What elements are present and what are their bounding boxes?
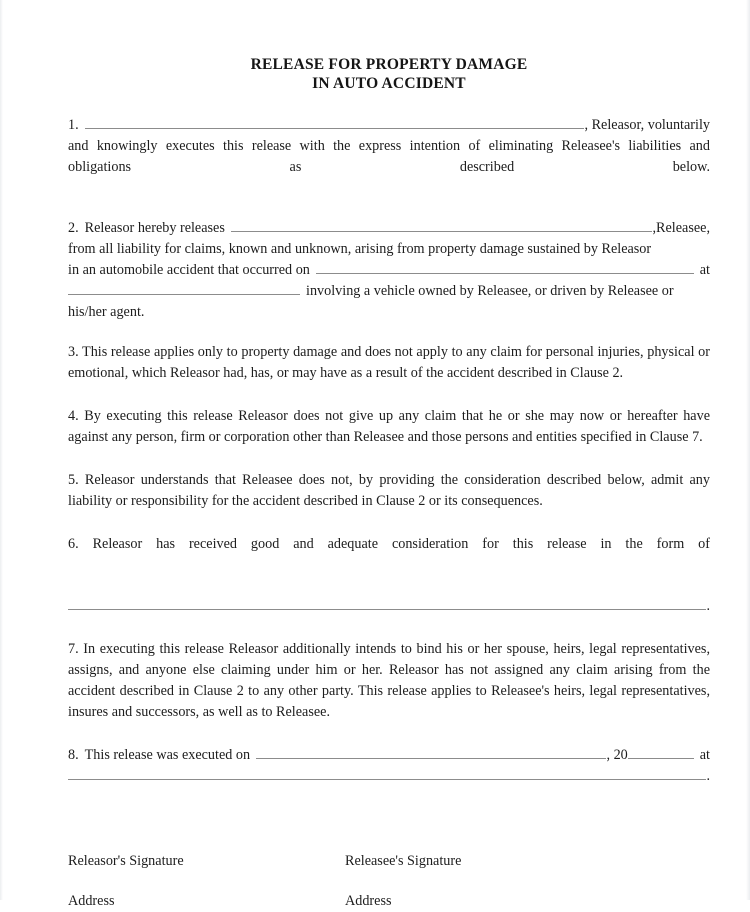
clause-2-line-3 [68, 260, 710, 281]
clause-7-number: 7. [68, 641, 79, 657]
clause-2-line-3-lead: in an automobile accident that occurred on [68, 262, 310, 278]
clause-6-number: 6. [68, 536, 79, 552]
clause-6 [68, 534, 710, 617]
clause-5 [68, 470, 710, 512]
clause-5-number: 5. [68, 472, 79, 488]
clause-2-lead: Releasor hereby releases [84, 220, 225, 236]
clause-2-line-5: his/her agent. [68, 304, 145, 320]
clause-4 [68, 406, 710, 448]
clause-7-text: In executing this release Releasor additionally intends to bind his or her spouse, heirs, legal representatives, assigns, and anyone else claiming under him or her. Releasor has not assigned any claim arising from the accident described in Clause 2 to any other party. This release applies to Releasee's heirs, legal representatives, insures and successors, as well as to Releasee. [68, 641, 710, 720]
clause-6-text: Releasor has received good and adequate consideration for this release in the form of [92, 536, 710, 552]
clause-6-period: . [706, 598, 710, 614]
page-title [68, 0, 710, 93]
clause-2-releasee-blank[interactable] [231, 218, 653, 232]
releasor-address-label: Address [68, 893, 115, 909]
clause-2-line-2: from all liability for claims, known and unknown, arising from property damage sustained by Releasor [68, 241, 652, 257]
clause-8 [68, 745, 710, 787]
clause-7 [68, 639, 710, 723]
clause-1-line-1 [68, 115, 710, 136]
clause-8-year-blank[interactable] [628, 745, 694, 759]
clause-3 [68, 342, 710, 384]
releasee-signature-label: Releasee's Signature [345, 853, 462, 869]
releasor-signature-label: Releasor's Signature [68, 853, 184, 869]
clause-3-text: This release applies only to property damage and does not apply to any claim for personal injuries, physical or emotional, which Releasor had, has, or may have as a result of the accident described in Clause 2. [68, 344, 711, 381]
clause-8-tail: at [699, 747, 710, 763]
clause-1-line-1-tail: , Releasor, voluntarily [584, 117, 710, 133]
clause-5-text: Releasor understands that Releasee does not, by providing the consideration described below, admit any liability or responsibility for the accident described in Clause 2 or its consequences. [68, 472, 710, 509]
title-line-2: IN AUTO ACCIDENT [312, 75, 466, 92]
clause-2-line-4 [68, 281, 710, 302]
clause-1-number: 1. [68, 117, 79, 133]
clause-8-period: . [706, 768, 710, 784]
clause-6-consideration-blank-line [68, 596, 710, 617]
clause-8-place-blank[interactable] [68, 766, 706, 780]
clause-2-line-3-tail: at [699, 262, 710, 278]
clause-3-number: 3. [68, 344, 79, 360]
signature-labels-row [68, 851, 710, 872]
document-content [68, 0, 710, 912]
clause-8-line-1 [68, 745, 710, 766]
clause-2-line-1 [68, 218, 710, 239]
clause-2-line-1-tail: ,Releasee, [652, 220, 710, 236]
clause-1-body: and knowingly executes this release with the express intention of eliminating Releasee's liabilities and obligations as described below. [68, 138, 710, 175]
clause-4-number: 4. [68, 408, 79, 424]
title-line-1: RELEASE FOR PROPERTY DAMAGE [250, 56, 528, 73]
clause-4-text: By executing this release Releasor does not give up any claim that he or she may now or hereafter have against any person, firm or corporation other than Releasee and those persons and entities specified in Clause 7. [68, 408, 710, 445]
clause-6-consideration-blank[interactable] [68, 596, 706, 610]
clause-1 [68, 115, 710, 199]
clause-2-date-blank[interactable] [316, 260, 694, 274]
clause-8-lead: This release was executed on [84, 747, 251, 763]
clause-6-line-1 [68, 534, 710, 576]
releasee-address-label: Address [345, 893, 392, 909]
clause-8-line-2 [68, 766, 710, 787]
clause-8-date-blank[interactable] [256, 745, 606, 759]
clause-2-line-4-tail: involving a vehicle owned by Releasee, or driven by Releasee or [306, 283, 674, 299]
clause-2-number: 2. [68, 220, 79, 236]
clause-2 [68, 218, 710, 323]
clause-8-year-prefix: , 20 [606, 747, 628, 763]
address-labels-row [68, 891, 710, 912]
clause-1-name-blank[interactable] [85, 115, 585, 129]
clause-8-number: 8. [68, 747, 79, 763]
clause-2-location-blank[interactable] [68, 281, 300, 295]
signature-block [68, 851, 710, 912]
